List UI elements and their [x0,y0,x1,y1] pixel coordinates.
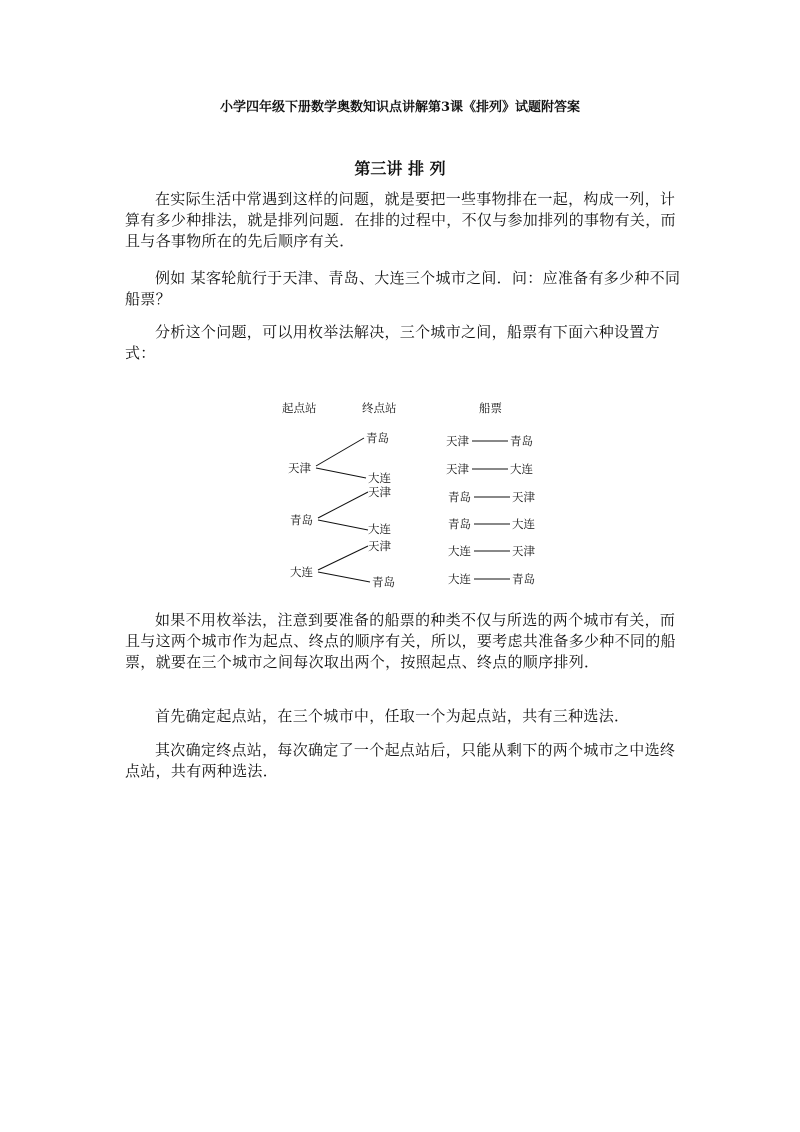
ticket-2-to: 大连 [510,462,533,476]
document-title: 小学四年级下册数学奥数知识点讲解第3课《排列》试题附答案 [219,100,581,115]
ticket-tree-diagram [0,390,800,600]
branch-line [318,520,368,530]
ticket-2-from: 天津 [446,462,469,476]
header-start-station: 起点站 [282,401,317,415]
branch-line [316,438,364,466]
ticket-3-from: 青岛 [448,490,471,504]
ticket-5-to: 天津 [512,544,535,558]
paragraph-reasoning: 如果不用枚举法，注意到要准备的船票的种类不仅与所选的两个城市有关，而且与这两个城市作为起点、终点的顺序有关，所以，要考虑共准备多少种不同的船票，就要在三个城市之间每次取出两个，按照起点、终点的顺序排列． [125,611,676,671]
ticket-6-from: 大连 [448,572,471,586]
header-ticket: 船票 [479,401,502,415]
end-city-3b: 青岛 [372,575,395,589]
paragraph-step-two: 其次确定终点站，每次确定了一个起点站后，只能从剩下的两个城市之中选终点站，共有两种选法． [125,741,676,780]
end-city-2b: 大连 [368,522,391,536]
ticket-5-from: 大连 [448,544,471,558]
branch-line [318,546,368,570]
end-city-1b: 大连 [368,471,391,485]
start-city-2: 青岛 [290,513,313,527]
ticket-4-to: 大连 [512,517,535,531]
header-end-station: 终点站 [362,401,397,415]
end-city-3a: 天津 [368,539,391,553]
end-city-1a: 青岛 [366,431,389,445]
ticket-3-to: 天津 [512,490,535,504]
ticket-4-from: 青岛 [448,517,471,531]
end-city-2a: 天津 [368,485,391,499]
branch-line [318,572,370,582]
ticket-1-to: 青岛 [510,434,533,448]
branch-line [318,492,368,518]
start-city-3: 大连 [290,565,313,579]
branch-line [316,468,366,478]
lesson-title: 第三讲 排 列 [354,159,446,178]
paragraph-intro: 在实际生活中常遇到这样的问题，就是要把一些事物排在一起，构成一列，计算有多少种排法，就是排列问题．在排的过程中，不仅与参加排列的事物有关，而且与各事物所在的先后顺序有关． [125,190,676,250]
paragraph-step-one: 首先确定起点站，在三个城市中，任取一个为起点站，共有三种选法． [155,707,630,725]
ticket-1-from: 天津 [446,434,469,448]
paragraph-analysis: 分析这个问题，可以用枚举法解决，三个城市之间，船票有下面六种设置方式： [125,323,660,362]
start-city-1: 天津 [288,461,311,475]
ticket-6-to: 青岛 [512,572,535,586]
paragraph-example: 例如 某客轮航行于天津、青岛、大连三个城市之间．问：应准备有多少种不同船票？ [125,269,681,308]
